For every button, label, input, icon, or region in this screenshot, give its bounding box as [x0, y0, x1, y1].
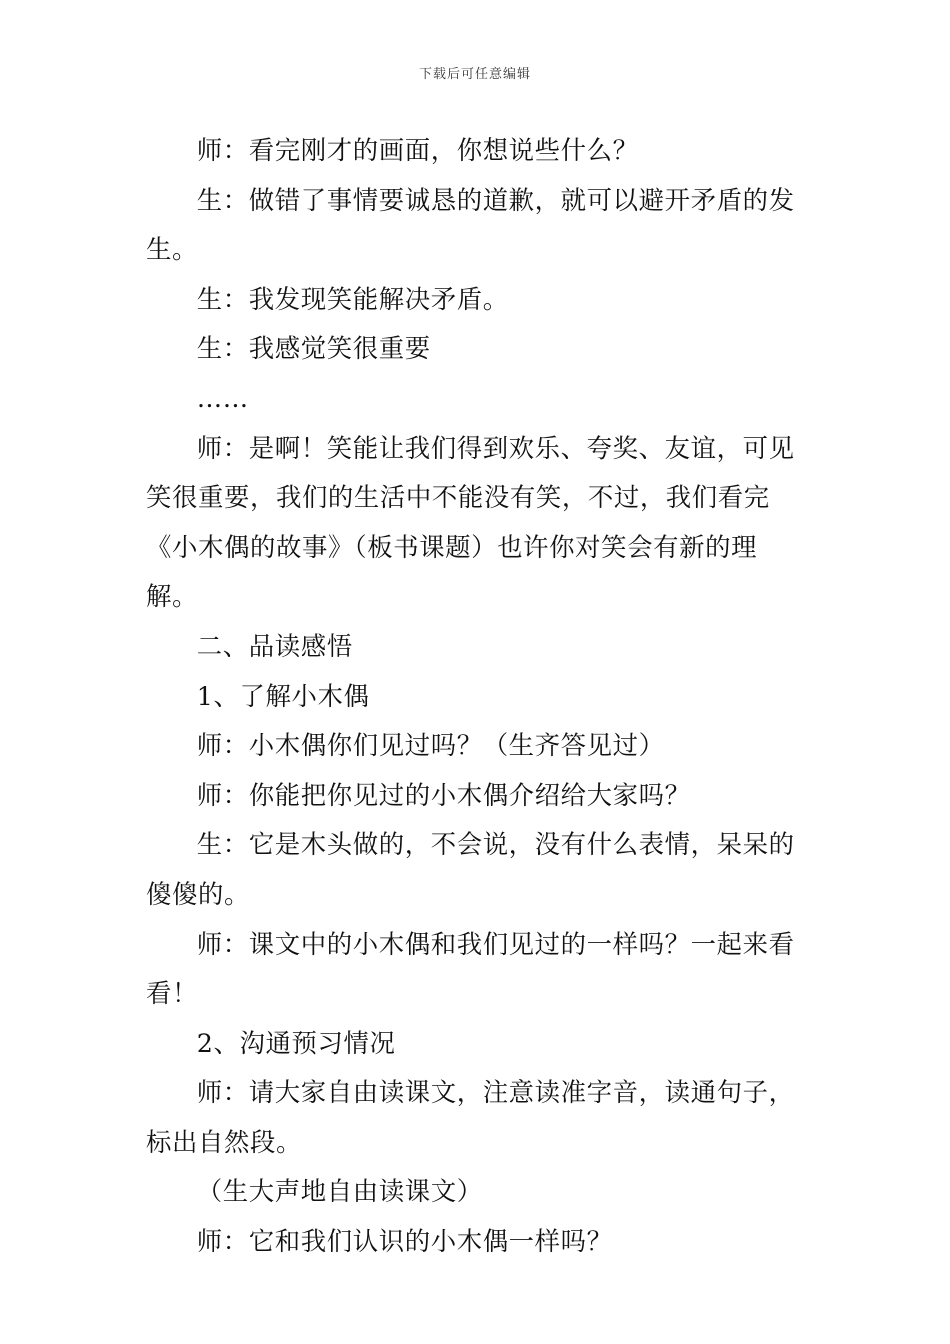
paragraph-ellipsis: ……	[196, 382, 249, 413]
paragraph-teacher-read-instructions: 师：请大家自由读课文，注意读准字音，读通句子，标出自然段。	[146, 1077, 795, 1157]
paragraph-student-smile-resolves: 生：我发现笑能解决矛盾。	[196, 283, 509, 314]
paragraph-teacher-seen-puppet: 师：小木偶你们见过吗？（生齐答见过）	[196, 730, 665, 761]
document-body	[146, 126, 806, 1267]
paragraph-teacher-introduce-puppet: 师：你能把你见过的小木偶介绍给大家吗？	[196, 779, 691, 810]
paragraph-student-smile-important: 生：我感觉笑很重要	[196, 333, 431, 364]
paragraph-teacher-compare-puppet: 师：课文中的小木偶和我们见过的一样吗？一起来看看！	[146, 928, 795, 1009]
paragraph-student-apology: 生：做错了事情要诚恳的道歉，就可以避开矛盾的发生。	[146, 184, 795, 265]
paragraph-student-describe-puppet: 生：它是木头做的，不会说，没有什么表情，呆呆的傻傻的。	[146, 829, 795, 909]
subsection-heading-preview: 2、沟通预习情况	[196, 1027, 396, 1058]
paragraph-teacher-question: 师：看完刚才的画面，你想说些什么？	[196, 135, 639, 165]
paragraph-teacher-same-puppet: 师：它和我们认识的小木偶一样吗？	[196, 1226, 613, 1257]
section-heading-reading: 二、品读感悟	[196, 630, 353, 661]
paragraph-students-read-aloud: （生大声地自由读课文）	[196, 1176, 483, 1207]
subsection-heading-understand-puppet: 1、了解小木偶	[196, 680, 370, 711]
page-header: 下载后可任意编辑	[418, 67, 531, 82]
paragraph-teacher-intro-lesson: 师：是啊！笑能让我们得到欢乐、夸奖、友谊，可见笑很重要，我们的生活中不能没有笑，不过，我们看完《小木偶的故事》（板书课题）也许你对笑会有新的理解。	[146, 432, 795, 612]
